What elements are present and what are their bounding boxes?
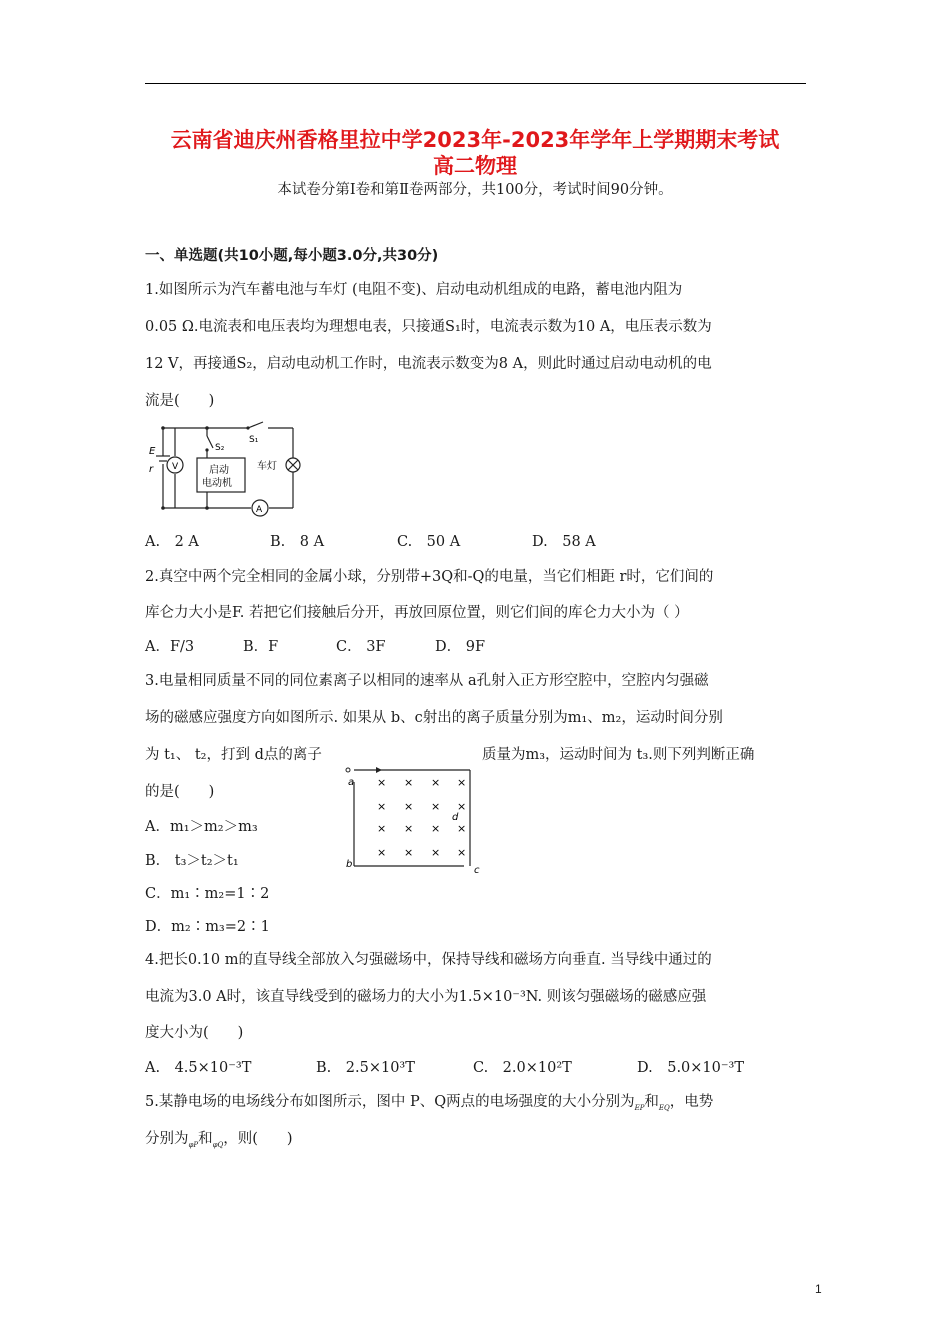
q3-option-c: C．m₁∶m₂=1∶2 bbox=[145, 886, 270, 902]
exam-subject: 高二物理 bbox=[433, 154, 517, 178]
q5-line2 bbox=[145, 1127, 293, 1149]
section-heading: 一、单选题(共10小题,每小题3.0分,共30分) bbox=[145, 248, 439, 264]
ammeter-label: A bbox=[256, 505, 263, 515]
motor-label-1: 启动 bbox=[209, 465, 229, 476]
field-cross: × bbox=[431, 800, 441, 813]
q1-line3: 12 V，再接通S₂，启动电动机工作时，电流表示数变为8 A，则此时通过启动电动机的电 bbox=[145, 356, 712, 372]
q4-line2: 电流为3.0 A时，该直导线受到的磁场力的大小为1.5×10⁻³N. 则该匀强磁场的磁感应强 bbox=[145, 989, 707, 1005]
q3-line2: 场的磁感应强度方向如图所示. 如果从 b、c射出的离子质量分别为m₁、m₂，运动时间分别 bbox=[145, 710, 723, 726]
q4-option-c: C. 2.0×10²T bbox=[473, 1060, 572, 1076]
q5-text-1c: ，电势 bbox=[669, 1094, 714, 1110]
q3-option-d: D．m₂∶m₃=2∶1 bbox=[145, 919, 270, 935]
point-c-label: c bbox=[474, 865, 480, 876]
q1-line4: 流是( ) bbox=[145, 393, 215, 409]
q3-magnetic-field-figure bbox=[338, 762, 488, 880]
field-cross: × bbox=[377, 846, 387, 859]
q2-option-b: B．F bbox=[243, 639, 279, 655]
q3-option-a: A．m₁＞m₂＞m₃ bbox=[145, 819, 258, 835]
q1-circuit-figure bbox=[145, 420, 305, 520]
lamp-label: 车灯 bbox=[257, 461, 277, 472]
q3-line3b: 质量为m₃，运动时间为 t₃.则下列判断正确 bbox=[482, 747, 755, 763]
field-cross: × bbox=[431, 776, 441, 789]
q5-text-1b: 和 bbox=[644, 1094, 659, 1110]
q2-option-d: D． 9F bbox=[435, 639, 486, 655]
q1-option-d: D. 58 A bbox=[532, 534, 596, 550]
field-cross: × bbox=[457, 800, 467, 813]
field-cross: × bbox=[377, 800, 387, 813]
header-rule bbox=[145, 83, 806, 84]
field-cross: × bbox=[404, 776, 414, 789]
exam-title: 云南省迪庆州香格里拉中学2023年-2023年学年上学期期末考试 bbox=[170, 128, 780, 152]
field-cross: × bbox=[457, 846, 467, 859]
switch-s2-label: S₂ bbox=[215, 443, 225, 453]
q2-option-a: A．F/3 bbox=[145, 639, 195, 655]
q1-option-a: A. 2 A bbox=[145, 534, 199, 550]
q5-sub-phip: φP bbox=[188, 1140, 199, 1149]
q5-text-2b: 和 bbox=[198, 1131, 213, 1147]
q5-text-2c: ，则( ) bbox=[223, 1131, 293, 1147]
field-cross: × bbox=[377, 822, 387, 835]
q1-option-c: C. 50 A bbox=[397, 534, 461, 550]
label-E: E bbox=[149, 446, 156, 457]
q3-line1: 3.电量相同质量不同的同位素离子以相同的速率从 a孔射入正方形空腔中，空腔内匀强磁 bbox=[145, 673, 709, 689]
q4-line1: 4.把长0.10 m的直导线全部放入匀强磁场中，保持导线和磁场方向垂直. 当导线中通过的 bbox=[145, 952, 712, 968]
q5-text-1a: 5.某静电场的电场线分布如图所示，图中 P、Q两点的电场强度的大小分别为 bbox=[145, 1094, 635, 1110]
q4-option-d: D. 5.0×10⁻³T bbox=[637, 1060, 745, 1076]
point-a-label: a bbox=[348, 777, 355, 788]
q5-sub-ep: EP bbox=[634, 1103, 645, 1112]
q2-line2: 库仑力大小是F. 若把它们接触后分开，再放回原位置，则它们间的库仑力大小为（ ） bbox=[145, 605, 689, 621]
switch-s1-label: S₁ bbox=[249, 435, 259, 445]
q4-option-a: A. 4.5×10⁻³T bbox=[145, 1060, 252, 1076]
field-cross: × bbox=[457, 776, 467, 789]
q2-line1: 2.真空中两个完全相同的金属小球，分别带+3Q和-Q的电量，当它们相距 r时，它们间的 bbox=[145, 569, 714, 585]
field-cross: × bbox=[404, 800, 414, 813]
q5-sub-eq: EQ bbox=[658, 1103, 670, 1112]
field-cross: × bbox=[377, 776, 387, 789]
q3-line4: 的是( ) bbox=[145, 784, 215, 800]
q4-option-b: B. 2.5×10³T bbox=[316, 1060, 415, 1076]
q1-line2: 0.05 Ω.电流表和电压表均为理想电表，只接通S₁时，电流表示数为10 A，电压表示数为 bbox=[145, 319, 712, 335]
field-cross: × bbox=[457, 822, 467, 835]
q1-option-b: B. 8 A bbox=[270, 534, 325, 550]
q3-option-b: B． t₃＞t₂＞t₁ bbox=[145, 853, 239, 869]
q1-line1: 1.如图所示为汽车蓄电池与车灯 (电阻不变)、启动电动机组成的电路，蓄电池内阻为 bbox=[145, 282, 683, 298]
q3-line3a: 为 t₁、 t₂，打到 d点的离子 bbox=[145, 747, 322, 763]
field-cross: × bbox=[404, 846, 414, 859]
q5-sub-phiq: φQ bbox=[212, 1140, 224, 1149]
point-b-label: b bbox=[346, 859, 353, 870]
q5-text-2a: 分别为 bbox=[145, 1131, 189, 1147]
point-d-label: d bbox=[452, 812, 459, 823]
label-r: r bbox=[149, 464, 154, 475]
page-number: 1 bbox=[815, 1282, 822, 1296]
field-cross: × bbox=[404, 822, 414, 835]
exam-info: 本试卷分第Ⅰ卷和第Ⅱ卷两部分，共100分，考试时间90分钟。 bbox=[277, 182, 673, 198]
q2-option-c: C． 3F bbox=[336, 639, 386, 655]
motor-label-2: 电动机 bbox=[202, 478, 232, 489]
q5-line1 bbox=[145, 1090, 713, 1112]
field-cross: × bbox=[431, 846, 441, 859]
q4-line3: 度大小为( ) bbox=[145, 1025, 244, 1041]
voltmeter-label: V bbox=[172, 462, 179, 472]
field-cross: × bbox=[431, 822, 441, 835]
